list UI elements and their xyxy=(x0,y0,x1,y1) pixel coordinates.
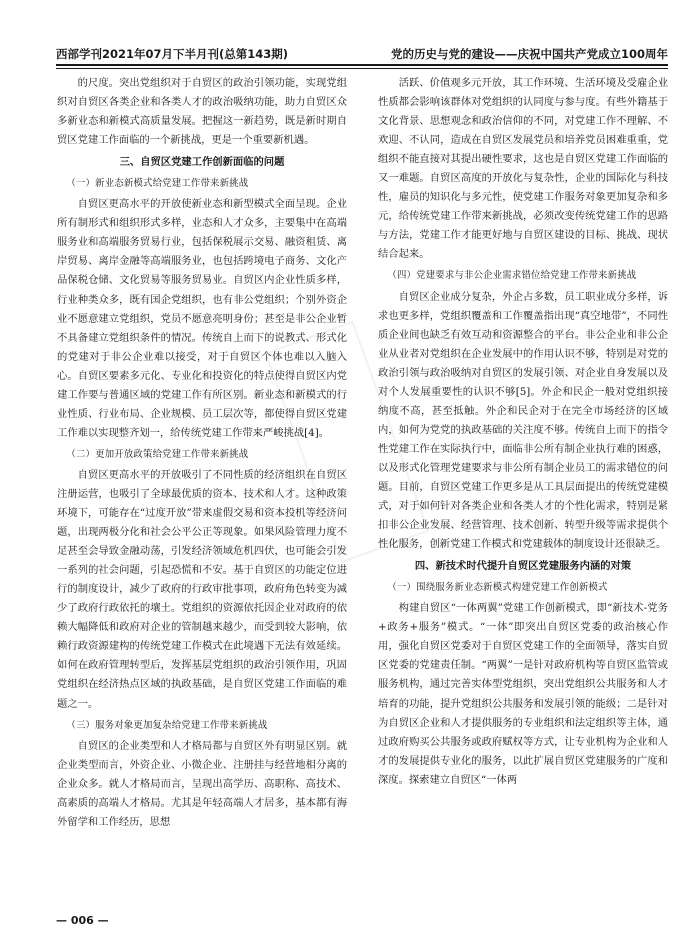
issue-info: 2021年07月下半月刊(总第143期) xyxy=(102,47,289,61)
header-left xyxy=(56,46,288,62)
subsection-heading: （一）新业态新模式给党建工作带来新挑战 xyxy=(66,178,249,190)
subsection-heading: （一）围绕服务新业态新模式构建党建工作创新模式 xyxy=(387,582,608,594)
header-rule xyxy=(56,68,668,69)
paragraph: 自贸区更高水平的开放使新业态和新型模式全面呈现。企业所有制形式和组织形式多样，业态和人才众多，主要集中在高端服务业和高端服务贸易行业，包括保税展示交易、融资租赁、离岸贸易、离岸金融等高端服务业，也包括跨境电子商务、文化产品保税仓储、文化贸易等服务贸易业。自贸区内企业性质多样，行业种类众多，既有国企党组织，也有非公党组织；个别外资企业不愿意建立党组织，党员不愿意亮明身份；甚至是非公企业暂不具备建立党组织条件的情况。传统自上而下的说教式、形式化的党建对于非公企业难以接受，对于自贸区个体也难以入脑入心。自贸区要素多元化、专业化和投资化的特点使得自贸区内党建工作要与普通区域的党建工作有所区别。新业态和新模式的行业性质、行业布局、企业规模、员工层次等，都使得自贸区党建工作难以实现整齐划一，给传统党建工作带来严峻挑战[4]。 xyxy=(57,198,347,439)
subsection-heading: （三）服务对象更加复杂给党建工作带来新挑战 xyxy=(66,719,268,731)
journal-name: 西部学刊 xyxy=(56,47,102,61)
subsection-heading: （四）党建要求与非公企业需求错位给党建工作带来新挑战 xyxy=(387,270,637,282)
paragraph: 自贸区的企业类型和人才格局都与自贸区外有明显区别。就企业类型而言，外资企业、小微企业、注册挂与经营地相分离的企业众多。就人才格局而言，呈现出高学历、高职称、高技术、高素质的高端人才格局。尤其是年轻高端人才居多，基本都有海外留学和工作经历，思想 xyxy=(57,739,347,828)
running-header xyxy=(56,44,668,66)
left-column xyxy=(57,74,347,832)
section-heading: 四、新技术时代提升自贸区党建服务内涵的对策 xyxy=(414,560,632,573)
paragraph: 自贸区更高水平的开放吸引了不同性质的经济组织在自贸区注册运营，也吸引了全球最优质的资本、技术和人才。这种政策环境下，可能存在“过度开放”带来虚假交易和资本投机等经济问题，出现两极分化和社会公平公正等现象。如果风险管理力度不足甚至会导致金融动荡，引发经济领域危机四伏，也可能会引发一系列的社会问题，引起恐慌和不安。基于自贸区的功能定位进行的制度设计，减少了政府的行政审批事项，政府角色转变为减少了政府行政依托的壤土。党组织的资源依托因企业对政府的依赖大幅降低和政府对企业的管制越来越少，而受到较大影响，依赖行政资源建构的传统党建工作模式在此境遇下无法有效延续。如何在政府管理转型后，发挥基层党组织的政治引领作用，巩固党组织在经济热点区域的执政基础，是自贸区党建工作面临的难题之一。 xyxy=(57,468,347,710)
section-heading: 三、自贸区党建工作创新面临的问题 xyxy=(119,156,285,169)
paragraph: 构建自贸区“一体两翼”党建工作创新模式，即“新技术-党务+政务+服务”模式。“一体”即突出自贸区党委的政治核心作用，强化自贸区党委对于自贸区党建工作的全面领导，落实自贸区党委的党建责任制。“两翼”一是针对政府机构等自贸区监管或服务机构，通过完善实体型党组织，突出党组织公共服务和人才培育的功能，提升党组织公共服务和发展引领的能级；二是针对为自贸区企业和人才提供服务的专业组织和法定组织等主体，通过政府购买公共服务或政府赋权等方式，让专业机构为企业和人才的发展提供专业化的服务，以此扩展自贸区党建服务的广度和深度。探索建立自贸区“一体两 xyxy=(378,602,668,786)
paragraph: 自贸区企业成分复杂，外企占多数，员工职业成分多样，诉求也更多样，党组织覆盖和工作覆盖指出现“真空地带”，不同性质企业间也缺乏有效互动和资源整合的平台。非公企业和非公企业从业者对党组织在企业发展中的作用认识不够，特别是对党的政治引领与政治吸纳对自贸区的发展引领、对企业自身发展以及对个人发展重要性的认识不够[5]。外企和民企一般对党组织接纳度不高，甚至抵触。外企和民企对于在完全市场经济的区域内，如何为党党的执政基础的关注度不够。传统自上而下的指令性党建工作在实际执行中，面临非公所有制企业执行难的困惑，以及形式化管理党建要求与非公所有制企业员工的需求错位的问题。目前，自贸区党建工作更多是从工具层面提出的传统党建模式，对于如何针对各类企业和各类人才的个性化需求，特别是紧扣非公企业发展、经营管理、技术创新、转型升级等需求提供个性化服务，创新党建工作模式和党建载体的制度设计还很缺乏。 xyxy=(378,290,668,551)
page-number: — 006 — xyxy=(56,914,109,927)
subsection-heading: （二）更加开放政策给党建工作带来新挑战 xyxy=(66,448,249,460)
column-title: 党的历史与党的建设——庆祝中国共产党成立100周年 xyxy=(390,47,668,61)
paragraph: 的尺度。突出党组织对于自贸区的政治引领功能，实现党组织对自贸区各类企业和各类人才的政治吸纳功能，助力自贸区众多新业态和新模式高质量发展。把握这一新趋势，既是新时期自贸区党建工作面临的一个新挑战，更是一个重要新机遇。 xyxy=(57,77,347,147)
paragraph: 活跃、价值观多元开放，其工作环境、生活环境及受雇企业性质都会影响该群体对党组织的认同度与参与度。有些外籍基于文化背景、思想观念和政治信仰的不同，对党建工作不理解、不欢迎、不认同，造成在自贸区发展党员和培养党员困难重重，党组织不能直接对其提出硬性要求，这也是自贸区党建工作面临的又一难题。自贸区高度的开放化与复杂性，企业的国际化与科技性，雇员的知识化与多元性，使党建工作服务对象更加复杂和多元，给传统党建工作带来新挑战，必须改变传统党建工作的思路与方法，党建工作才能更好地与自贸区建设的目标、挑战、现状结合起来。 xyxy=(378,77,668,261)
right-column xyxy=(378,74,668,790)
